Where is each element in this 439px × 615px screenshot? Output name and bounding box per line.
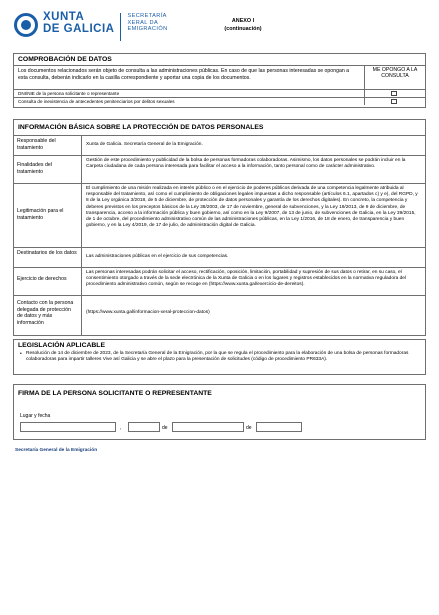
section-title: COMPROBACIÓN DE DATOS [14, 54, 425, 66]
separator-de: de [162, 425, 168, 431]
dp-label: Contacto con la persona delegada de protección de datos y más información [14, 296, 82, 336]
verification-text: Los documentos relacionados serán objeto de consulta a las administraciones públicas. En caso de que las personas interesadas se opongan a esta consulta, deberán indicarlo en la casilla correspondiente y aportar una copia de los documentos. [14, 66, 365, 89]
xunta-emblem-icon [14, 13, 38, 37]
dp-value: El cumplimiento de una misión realizada en interés público o en el ejercicio de poderes públicos derivada de una competencia legalmente atribuida al responsable del tratamiento, así como el cumplimiento de obligaciones legales impuestas a dicho responsable (artículos 6.1, apartados c) y e), del RGPD, y 8 de la Ley orgánica 3/2018, de 5 de diciembre, de protección de datos personales y garantía de los derechos digitales). En concreto, la competencia y deberes previstos en los preceptos básicos de la Ley 38/2003, de 17 de noviembre, general de subvenciones, y la Ley 19/2013, de 9 de diciembre, de transparencia, acceso a la información pública y buen gobierno, así como en la Ley 9/2007, de 13 de junio, de subvenciones de Galicia, en la Ley 39/2015, de 1 de octubre, del procedimiento administrativo común de las administraciones públicas, en la Ley 1/2016, de 18 de enero, de transparencia y buen gobierno, y en la Ley 4/2019, de 17 de julio, de administración digital de Galicia. [86, 186, 418, 229]
dp-label: Responsable del tratamiento [14, 136, 82, 155]
dp-row [14, 296, 425, 336]
dp-row [14, 136, 425, 156]
data-protection-section [13, 119, 426, 336]
legislation-section [13, 339, 426, 375]
xunta-logo [14, 11, 168, 47]
oppose-checkbox-dni[interactable] [391, 91, 397, 96]
place-date-label: Lugar y fecha [20, 413, 51, 419]
dp-label: Legitimación para el tratamiento [14, 184, 82, 247]
verification-row [14, 90, 425, 98]
dp-row [14, 268, 425, 296]
dp-row [14, 156, 425, 184]
separator-de: de [246, 425, 252, 431]
dp-label: Destinatarios de los datos [14, 248, 82, 267]
annex-subtitle: (continuación) [224, 26, 262, 32]
dp-value: Las administraciones públicas en el ejercicio de sus competencias. [86, 254, 229, 259]
dp-label: Finalidades del tratamiento [14, 156, 82, 183]
year-input[interactable] [256, 422, 302, 432]
section-title: LEGISLACIÓN APLICABLE [18, 342, 105, 349]
dp-value: Las personas interesadas podrán solicitar el acceso, rectificación, oposición, limitación, portabilidad y supresión de sus datos o retirar, en su caso, el consentimiento otorgado a través de la sede electrónica de la Xunta de Galicia o en los lugares y registros establecidos en la normativa reguladora del procedimiento administrativo común, según se recoge en (https://www.xunta.gal/exercicio-de-dereitos). [86, 270, 406, 288]
logo-divider [120, 13, 121, 41]
separator-comma: , [120, 425, 122, 431]
month-input[interactable] [172, 422, 244, 432]
oppose-checkbox-antecedentes[interactable] [391, 99, 397, 104]
place-input[interactable] [20, 422, 116, 432]
dp-label: Ejercicio de derechos [14, 268, 82, 295]
annex-heading [208, 17, 278, 33]
dp-row [14, 248, 425, 268]
dp-value: Gestión de este procedimiento y publicidad de la bolsa de personas formadoras colaboradoras. Asimismo, los datos personales se podrán incluir en la Carpeta ciudadana de cada persona interesada para facilitar el acceso a la información, tanto personal como de carácter administrativo. [86, 158, 406, 170]
footer-text: Secretaría General de la Emigración [15, 448, 98, 453]
verification-item: Consulta de inexistencia de antecedentes penitenciarios por delitos sexuales [14, 98, 365, 106]
annex-title: ANEXO I [231, 18, 255, 24]
verification-row [14, 98, 425, 106]
day-input[interactable] [128, 422, 160, 432]
oppose-column-header: ME OPONGO A LA CONSULTA [372, 67, 418, 80]
signature-section [13, 384, 426, 440]
section-title: INFORMACIÓN BÁSICA SOBRE LA PROTECCIÓN DE DATOS PERSONALES [14, 120, 425, 136]
logo-name: XUNTA DE GALICIA [43, 11, 115, 35]
data-verification-section [13, 53, 426, 108]
dp-row [14, 184, 425, 248]
verification-item: DNI/NIE de la persona solicitante o representante [14, 90, 365, 97]
dp-value: Xunta de Galicia. Secretaría General de la Emigración. [86, 142, 203, 147]
logo-department: SECRETARÍA XERAL DA EMIGRACIÓN [127, 13, 168, 33]
dp-value: (https://www.xunta.gal/informacion-xeral-proteccion-datos) [86, 310, 210, 315]
section-title: FIRMA DE LA PERSONA SOLICITANTE O REPRESENTANTE [18, 390, 212, 397]
legislation-item: • Resolución de 14 de diciembre de 2023, de la Secretaría General de la Emigración, por la que se regula el procedimiento para la elaboración de una bolsa de personas formadoras colaboradoras para impartir talleres Vive así Galicia y se abre el plazo para la presentación de solicitudes (código de procedimiento PR633A). [14, 350, 425, 363]
